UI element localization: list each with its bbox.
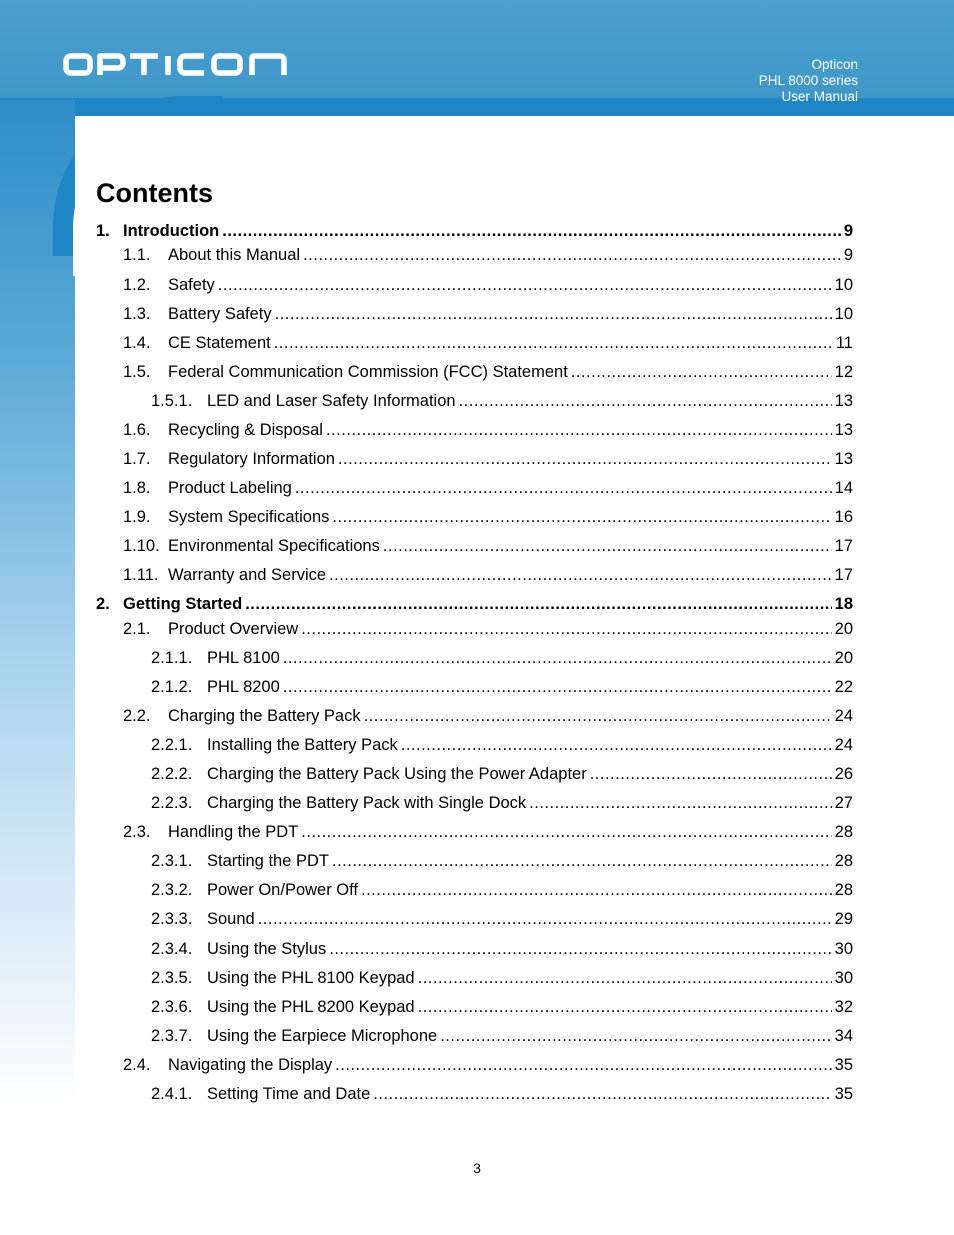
toc-entry-number: 2.3.4. [151,940,193,958]
toc-entry-title[interactable]: Using the PHL 8200 Keypad [207,998,415,1016]
toc-entry-page: 10 [834,305,853,323]
toc-entry-title[interactable]: Recycling & Disposal [168,421,323,439]
toc-entry-title[interactable]: Product Overview [168,620,299,638]
toc-entry-page: 10 [834,276,853,294]
toc-dot-leader [571,363,832,382]
toc-entry-page: 24 [834,736,853,754]
toc-entry-page: 26 [834,765,853,783]
toc-entry-title[interactable]: PHL 8100 [207,649,280,667]
toc-dot-leader [274,334,833,353]
toc-entry-title[interactable]: Sound [207,910,255,928]
toc-entry-number: 1.1. [123,246,151,264]
toc-entry-number: 2.3.6. [151,998,193,1016]
toc-dot-leader [373,1085,831,1104]
toc-entry-title[interactable]: LED and Laser Safety Information [207,392,456,410]
toc-dot-leader [590,765,832,784]
toc-entry-page: 28 [834,823,853,841]
toc-entry-number: 2. [96,595,110,613]
toc-entry-title[interactable]: Warranty and Service [168,566,327,584]
toc-dot-leader [295,479,832,498]
toc-entry-title[interactable]: Installing the Battery Pack [207,736,398,754]
toc-entry-page: 13 [834,392,853,410]
toc-dot-leader [383,537,832,556]
toc-entry[interactable] [151,794,853,813]
toc-entry[interactable] [123,537,853,556]
toc-entry[interactable] [123,1056,853,1075]
toc-entry-title[interactable]: Federal Communication Commission (FCC) Statement [168,363,568,381]
toc-entry-title[interactable]: Setting Time and Date [207,1085,371,1103]
toc-entry-number: 2.3.2. [151,881,193,899]
toc-entry-page: 17 [834,537,853,555]
toc-entry[interactable] [123,450,853,469]
toc-dot-leader [332,852,832,871]
toc-entry-number: 2.2.2. [151,765,193,783]
toc-entry[interactable] [151,969,853,988]
toc-entry-page: 22 [834,678,853,696]
page-title: Contents [96,178,213,208]
toc-entry[interactable] [151,1085,853,1104]
toc-entry-number: 2.3.5. [151,969,193,987]
toc-entry-number: 2.1.1. [151,649,193,667]
toc-entry[interactable] [151,1027,853,1046]
toc-dot-leader [418,998,832,1017]
toc-entry[interactable] [151,940,853,959]
toc-entry-page: 20 [834,620,853,638]
toc-dot-leader [459,392,832,411]
toc-entry-page: 14 [834,479,853,497]
toc-entry-number: 2.4. [123,1056,151,1074]
toc-entry[interactable] [123,508,853,527]
toc-entry-number: 2.3. [123,823,151,841]
toc-entry-number: 1.5.1. [151,392,193,410]
toc-entry[interactable] [123,363,853,382]
toc-entry-title[interactable]: Environmental Specifications [168,537,380,555]
toc-entry-title[interactable]: Introduction [123,222,220,240]
toc-entry-title[interactable]: System Specifications [168,508,330,526]
toc-entry-page: 28 [834,881,853,899]
opticon-logo [62,52,294,78]
toc-entry-title[interactable]: About this Manual [168,246,301,264]
toc-entry-page: 18 [834,595,853,613]
toc-entry-page: 9 [843,246,853,264]
toc-entry-page: 34 [834,1027,853,1045]
toc-entry-title[interactable]: Product Labeling [168,479,292,497]
toc-entry[interactable] [123,305,853,324]
toc-dot-leader [332,508,831,527]
toc-entry[interactable] [151,998,853,1017]
toc-entry-page: 30 [834,969,853,987]
header-product: PHL 8000 series [758,73,858,88]
toc-entry[interactable] [151,392,853,411]
toc-dot-leader [361,881,832,900]
toc-entry-page: 13 [834,421,853,439]
toc-entry-page: 12 [834,363,853,381]
toc-entry-title[interactable]: Safety [168,276,215,294]
toc-entry-title[interactable]: Charging the Battery Pack Using the Power Adapter [207,765,587,783]
toc-entry[interactable] [123,276,853,295]
toc-entry-page: 16 [834,508,853,526]
toc-entry-page: 32 [834,998,853,1016]
toc-entry-page: 35 [834,1085,853,1103]
toc-dot-leader [258,910,832,929]
toc-entry[interactable] [151,881,853,900]
toc-dot-leader [529,794,831,813]
toc-dot-leader [418,969,832,988]
toc-entry-number: 2.2.3. [151,794,193,812]
page-number: 3 [473,1160,481,1176]
toc-entry-page: 20 [834,649,853,667]
toc-entry-title[interactable]: PHL 8200 [207,678,280,696]
toc-entry-number: 2.3.3. [151,910,193,928]
toc-entry-number: 1.7. [123,450,151,468]
toc-entry[interactable] [123,421,853,440]
toc-entry-number: 1.11. [123,566,159,584]
toc-entry-number: 1.8. [123,479,151,497]
toc-entry-number: 1.2. [123,276,151,294]
toc-entry[interactable] [123,334,853,353]
toc-dot-leader [401,736,832,755]
toc-entry-page: 11 [835,334,853,352]
toc-entry-number: 1.5. [123,363,151,381]
toc-entry-title[interactable]: Starting the PDT [207,852,329,870]
toc-entry[interactable] [151,649,853,668]
toc-entry-title[interactable]: Regulatory Information [168,450,335,468]
toc-dot-leader [335,1056,831,1075]
toc-entry[interactable] [96,595,853,614]
toc-entry[interactable] [96,222,853,241]
toc-entry-number: 1.10. [123,537,160,555]
toc-dot-leader [275,305,832,324]
toc-dot-leader [329,940,831,959]
toc-dot-leader [303,246,841,265]
toc-entry-page: 28 [834,852,853,870]
toc-entry-page: 24 [834,707,853,725]
toc-entry-page: 27 [834,794,853,812]
toc-entry[interactable] [123,620,853,639]
toc-entry[interactable] [123,823,853,842]
toc-entry[interactable] [151,910,853,929]
toc-entry-title[interactable]: Handling the PDT [168,823,299,841]
toc-entry-number: 2.4.1. [151,1085,193,1103]
toc-dot-leader [222,222,841,241]
toc-entry-title[interactable]: CE Statement [168,334,271,352]
toc-entry-title[interactable]: Battery Safety [168,305,272,323]
toc-dot-leader [329,566,832,585]
toc-dot-leader [301,620,831,639]
toc-entry-number: 2.2.1. [151,736,193,754]
toc-entry-number: 1.4. [123,334,151,352]
toc-entry[interactable] [123,566,853,585]
toc-entry-title[interactable]: Charging the Battery Pack [168,707,361,725]
toc-entry[interactable] [151,765,853,784]
toc-dot-leader [283,649,832,668]
toc-entry-title[interactable]: Charging the Battery Pack with Single Dock [207,794,527,812]
toc-entry-number: 1.3. [123,305,151,323]
toc-entry-page: 35 [834,1056,853,1074]
toc-entry[interactable] [151,678,853,697]
toc-entry-page: 30 [834,940,853,958]
toc-entry[interactable] [123,479,853,498]
toc-entry-page: 13 [834,450,853,468]
toc-dot-leader [218,276,832,295]
toc-entry[interactable] [151,736,853,755]
header-doc-type: User Manual [781,89,858,104]
toc-entry-title[interactable]: Using the Earpiece Microphone [207,1027,438,1045]
toc-entry-title[interactable]: Navigating the Display [168,1056,333,1074]
toc-dot-leader [364,707,832,726]
toc-entry-number: 2.1.2. [151,678,193,696]
toc-entry-page: 17 [834,566,853,584]
toc-dot-leader [338,450,832,469]
toc-entry[interactable] [123,707,853,726]
toc-entry[interactable] [123,246,853,265]
toc-entry-page: 9 [843,222,853,240]
toc-entry[interactable] [151,852,853,871]
toc-entry-page: 29 [834,910,853,928]
toc-entry-number: 2.3.7. [151,1027,193,1045]
toc-entry-title[interactable]: Using the PHL 8100 Keypad [207,969,415,987]
toc-entry-number: 1. [96,222,110,240]
toc-entry-number: 2.2. [123,707,151,725]
header-document-info [759,57,858,105]
toc-dot-leader [326,421,832,440]
toc-dot-leader [283,678,832,697]
toc-entry-title[interactable]: Using the Stylus [207,940,327,958]
toc-dot-leader [245,595,831,614]
toc-entry-number: 1.6. [123,421,151,439]
toc-entry-title[interactable]: Getting Started [123,595,243,613]
header-company: Opticon [811,57,858,72]
toc-entry-number: 1.9. [123,508,151,526]
toc-entry-number: 2.1. [123,620,151,638]
toc-entry-number: 2.3.1. [151,852,193,870]
toc-dot-leader [301,823,831,842]
toc-entry-title[interactable]: Power On/Power Off [207,881,359,899]
toc-dot-leader [440,1027,831,1046]
